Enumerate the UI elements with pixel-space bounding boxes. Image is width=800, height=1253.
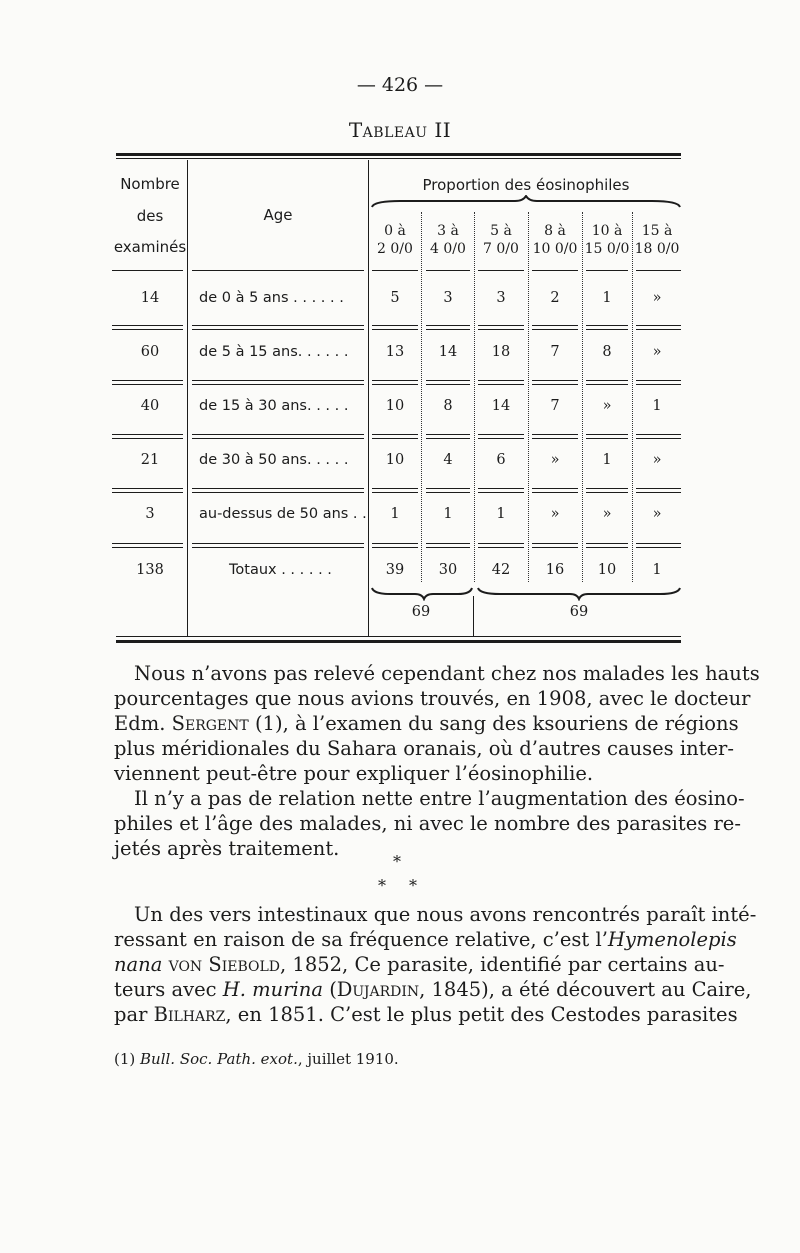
row-separator-segment bbox=[636, 438, 681, 439]
header-nombre: Nombre bbox=[120, 175, 180, 193]
row-separator-segment bbox=[532, 270, 578, 271]
row-separator-segment bbox=[532, 384, 578, 385]
row-separator-segment bbox=[192, 380, 364, 381]
row-separator-segment bbox=[372, 434, 418, 435]
row-separator-segment bbox=[586, 434, 628, 435]
header-age: Age bbox=[263, 206, 293, 224]
cell-value: 3 bbox=[443, 290, 453, 306]
row-separator-segment bbox=[478, 543, 524, 544]
row-separator-segment bbox=[478, 380, 524, 381]
cell-nombre: 60 bbox=[140, 344, 160, 360]
cell-value: 10 bbox=[385, 452, 405, 468]
row-separator-segment bbox=[532, 543, 578, 544]
row-separator-segment bbox=[636, 329, 681, 330]
row-separator-segment bbox=[192, 492, 364, 493]
col-header-0-2: 0 à 2 0/0 bbox=[377, 223, 413, 257]
row-separator-segment bbox=[372, 380, 418, 381]
cell-value: » bbox=[602, 506, 612, 522]
row-separator-segment bbox=[112, 547, 183, 548]
cell-age: de 30 à 50 ans. . . . . bbox=[199, 452, 349, 468]
row-separator-segment bbox=[532, 492, 578, 493]
cell-nombre: 40 bbox=[140, 398, 160, 414]
text-line: jetés après traitement. bbox=[114, 837, 340, 860]
footnote-source: Bull. Soc. Path. exot. bbox=[140, 1050, 298, 1068]
cell-age: de 0 à 5 ans . . . . . . bbox=[199, 290, 344, 306]
cell-total-value: 39 bbox=[385, 562, 405, 578]
section-star: * bbox=[393, 852, 401, 871]
cell-value: 5 bbox=[390, 290, 400, 306]
cell-value: » bbox=[550, 452, 560, 468]
cell-value: 7 bbox=[550, 344, 560, 360]
col-header-10-15: 10 à 15 0/0 bbox=[584, 223, 630, 257]
header-brace bbox=[370, 195, 682, 211]
cell-nombre: 14 bbox=[140, 290, 160, 306]
genus-hymenolepis: Hymenolepis bbox=[607, 928, 737, 951]
row-separator-segment bbox=[532, 547, 578, 548]
subtotal-high: 69 bbox=[569, 604, 589, 620]
column-divider-dotted bbox=[528, 212, 529, 582]
row-separator-segment bbox=[532, 329, 578, 330]
text-line: ressant en raison de sa fréquence relative, c’est l’Hymenolepis bbox=[114, 928, 737, 951]
row-separator-segment bbox=[636, 270, 681, 271]
species-nana: nana bbox=[114, 953, 163, 976]
row-separator-segment bbox=[192, 384, 364, 385]
paragraph-3 bbox=[114, 902, 757, 1027]
text-line: viennent peut-être pour expliquer l’éosinophilie. bbox=[114, 762, 594, 785]
row-separator-segment bbox=[586, 488, 628, 489]
row-separator-segment bbox=[372, 492, 418, 493]
row-separator-segment bbox=[532, 380, 578, 381]
row-separator-segment bbox=[112, 325, 183, 326]
cell-value: 7 bbox=[550, 398, 560, 414]
header-examines: examinés bbox=[113, 238, 187, 256]
row-separator-segment bbox=[636, 380, 681, 381]
section-star: * bbox=[409, 876, 417, 895]
cell-value: » bbox=[652, 506, 662, 522]
col-header-3-4: 3 à 4 0/0 bbox=[430, 223, 466, 257]
column-divider bbox=[473, 596, 474, 636]
cell-total-value: 16 bbox=[545, 562, 565, 578]
table-bottom-rule-thin bbox=[116, 636, 681, 637]
row-separator-segment bbox=[192, 329, 364, 330]
subtotal-braces bbox=[370, 585, 682, 601]
table-title: Tableau II bbox=[348, 118, 452, 142]
author-siebold: Siebold bbox=[208, 953, 281, 976]
column-divider-dotted bbox=[421, 212, 422, 582]
cell-value: 14 bbox=[491, 398, 511, 414]
row-separator-segment bbox=[478, 329, 524, 330]
row-separator-segment bbox=[636, 384, 681, 385]
row-separator-segment bbox=[478, 547, 524, 548]
col-header-8-10: 8 à 10 0/0 bbox=[532, 223, 578, 257]
row-separator-segment bbox=[112, 434, 183, 435]
row-separator-segment bbox=[372, 325, 418, 326]
row-separator-segment bbox=[586, 492, 628, 493]
cell-value: » bbox=[602, 398, 612, 414]
col-header-15-18: 15 à 18 0/0 bbox=[634, 223, 680, 257]
cell-value: 1 bbox=[652, 398, 662, 414]
cell-value: 3 bbox=[496, 290, 506, 306]
cell-age: de 15 à 30 ans. . . . . bbox=[199, 398, 349, 414]
row-separator-segment bbox=[192, 270, 364, 271]
row-separator-segment bbox=[532, 488, 578, 489]
text-line: teurs avec H. murina (Dujardin, 1845), a été découvert au Caire, bbox=[114, 978, 752, 1001]
row-separator-segment bbox=[478, 325, 524, 326]
author-sergent: Sergent bbox=[171, 712, 249, 735]
row-separator-segment bbox=[426, 325, 470, 326]
row-separator-segment bbox=[112, 488, 183, 489]
cell-age: au-dessus de 50 ans . . bbox=[199, 506, 367, 522]
table-top-rule-thin bbox=[116, 158, 681, 159]
cell-value: 8 bbox=[602, 344, 612, 360]
row-separator-segment bbox=[372, 547, 418, 548]
cell-value: 1 bbox=[602, 452, 612, 468]
author-bilharz: Bilharz bbox=[153, 1003, 226, 1026]
row-separator-segment bbox=[112, 492, 183, 493]
row-separator-segment bbox=[372, 438, 418, 439]
row-separator-segment bbox=[586, 438, 628, 439]
paragraph-2 bbox=[114, 786, 745, 861]
row-separator-segment bbox=[426, 329, 470, 330]
row-separator-segment bbox=[586, 270, 628, 271]
table-top-rule bbox=[116, 153, 681, 156]
row-separator-segment bbox=[586, 384, 628, 385]
row-separator-segment bbox=[636, 543, 681, 544]
row-separator-segment bbox=[478, 434, 524, 435]
row-separator-segment bbox=[636, 325, 681, 326]
row-separator-segment bbox=[478, 488, 524, 489]
row-separator-segment bbox=[112, 384, 183, 385]
row-separator-segment bbox=[586, 543, 628, 544]
row-separator-segment bbox=[372, 488, 418, 489]
row-separator-segment bbox=[586, 547, 628, 548]
cell-age: de 5 à 15 ans. . . . . . bbox=[199, 344, 349, 360]
row-separator-segment bbox=[426, 384, 470, 385]
cell-total-value: 1 bbox=[652, 562, 662, 578]
cell-value: 1 bbox=[443, 506, 453, 522]
row-separator-segment bbox=[192, 438, 364, 439]
cell-nombre: 3 bbox=[145, 506, 155, 522]
subtotal-low: 69 bbox=[411, 604, 431, 620]
cell-value: 10 bbox=[385, 398, 405, 414]
cell-value: » bbox=[652, 452, 662, 468]
header-proportion: Proportion des éosinophiles bbox=[422, 176, 630, 194]
row-separator-segment bbox=[112, 543, 183, 544]
text-line: par Bilharz, en 1851. C’est le plus petit des Cestodes parasites bbox=[114, 1003, 738, 1026]
row-separator-segment bbox=[372, 329, 418, 330]
cell-total-label: Totaux . . . . . . bbox=[229, 562, 332, 578]
row-separator-segment bbox=[192, 488, 364, 489]
header-des: des bbox=[136, 207, 164, 225]
cell-value: 8 bbox=[443, 398, 453, 414]
row-separator-segment bbox=[636, 434, 681, 435]
row-separator-segment bbox=[478, 384, 524, 385]
cell-value: » bbox=[652, 344, 662, 360]
cell-value: 6 bbox=[496, 452, 506, 468]
row-separator-segment bbox=[532, 434, 578, 435]
text-line: Il n’y a pas de relation nette entre l’augmentation des éosino- bbox=[134, 787, 745, 810]
cell-value: 1 bbox=[602, 290, 612, 306]
row-separator-segment bbox=[532, 325, 578, 326]
row-separator-segment bbox=[478, 270, 524, 271]
row-separator-segment bbox=[426, 488, 470, 489]
column-divider bbox=[187, 160, 188, 636]
row-separator-segment bbox=[636, 492, 681, 493]
row-separator-segment bbox=[112, 380, 183, 381]
footnote-date: , juillet 1910. bbox=[297, 1050, 399, 1068]
row-separator-segment bbox=[192, 434, 364, 435]
species-murina: H. murina bbox=[222, 978, 323, 1001]
row-separator-segment bbox=[372, 543, 418, 544]
cell-value: » bbox=[652, 290, 662, 306]
author-dujardin: Dujardin bbox=[336, 978, 420, 1001]
cell-total-value: 10 bbox=[597, 562, 617, 578]
row-separator-segment bbox=[372, 384, 418, 385]
cell-total-value: 42 bbox=[491, 562, 511, 578]
row-separator-segment bbox=[372, 270, 418, 271]
row-separator-segment bbox=[426, 380, 470, 381]
row-separator-segment bbox=[636, 488, 681, 489]
footnote bbox=[114, 1050, 399, 1068]
cell-total-nombre: 138 bbox=[136, 562, 164, 578]
row-separator-segment bbox=[426, 547, 470, 548]
table-bottom-rule bbox=[116, 640, 681, 643]
cell-value: 1 bbox=[390, 506, 400, 522]
row-separator-segment bbox=[586, 325, 628, 326]
cell-value: 2 bbox=[550, 290, 560, 306]
section-star: * bbox=[378, 876, 386, 895]
cell-value: 4 bbox=[443, 452, 453, 468]
footnote-marker: (1) bbox=[114, 1050, 136, 1068]
text-line: Edm. Sergent (1), à l’examen du sang des ksouriens de régions bbox=[114, 712, 739, 735]
col-header-5-7: 5 à 7 0/0 bbox=[483, 223, 519, 257]
row-separator-segment bbox=[192, 543, 364, 544]
row-separator-segment bbox=[426, 438, 470, 439]
row-separator-segment bbox=[426, 434, 470, 435]
row-separator-segment bbox=[426, 492, 470, 493]
row-separator-segment bbox=[586, 380, 628, 381]
row-separator-segment bbox=[112, 438, 183, 439]
row-separator-segment bbox=[478, 492, 524, 493]
text-line: philes et l’âge des malades, ni avec le nombre des parasites re- bbox=[114, 812, 741, 835]
text-line: Un des vers intestinaux que nous avons rencontrés paraît inté- bbox=[134, 903, 757, 926]
cell-value: » bbox=[550, 506, 560, 522]
column-divider-dotted bbox=[474, 212, 475, 582]
row-separator-segment bbox=[478, 438, 524, 439]
row-separator-segment bbox=[112, 329, 183, 330]
text-line: pourcentages que nous avions trouvés, en 1908, avec le docteur bbox=[114, 687, 751, 710]
row-separator-segment bbox=[636, 547, 681, 548]
row-separator-segment bbox=[426, 270, 470, 271]
paragraph-1 bbox=[114, 661, 760, 786]
cell-value: 1 bbox=[496, 506, 506, 522]
cell-value: 14 bbox=[438, 344, 458, 360]
cell-nombre: 21 bbox=[140, 452, 160, 468]
cell-value: 13 bbox=[385, 344, 405, 360]
row-separator-segment bbox=[586, 329, 628, 330]
text-line: Nous n’avons pas relevé cependant chez nos malades les hauts bbox=[134, 662, 760, 685]
row-separator-segment bbox=[532, 438, 578, 439]
text-line: nana von Siebold, 1852, Ce parasite, identifié par certains au- bbox=[114, 953, 725, 976]
column-divider-dotted bbox=[582, 212, 583, 582]
row-separator-segment bbox=[426, 543, 470, 544]
cell-value: 18 bbox=[491, 344, 511, 360]
row-separator-segment bbox=[192, 547, 364, 548]
row-separator-segment bbox=[192, 325, 364, 326]
page-number: — 426 — bbox=[356, 74, 444, 96]
row-separator-segment bbox=[112, 270, 183, 271]
text-line: plus méridionales du Sahara oranais, où d’autres causes inter- bbox=[114, 737, 734, 760]
column-divider-dotted bbox=[632, 212, 633, 582]
cell-total-value: 30 bbox=[438, 562, 458, 578]
